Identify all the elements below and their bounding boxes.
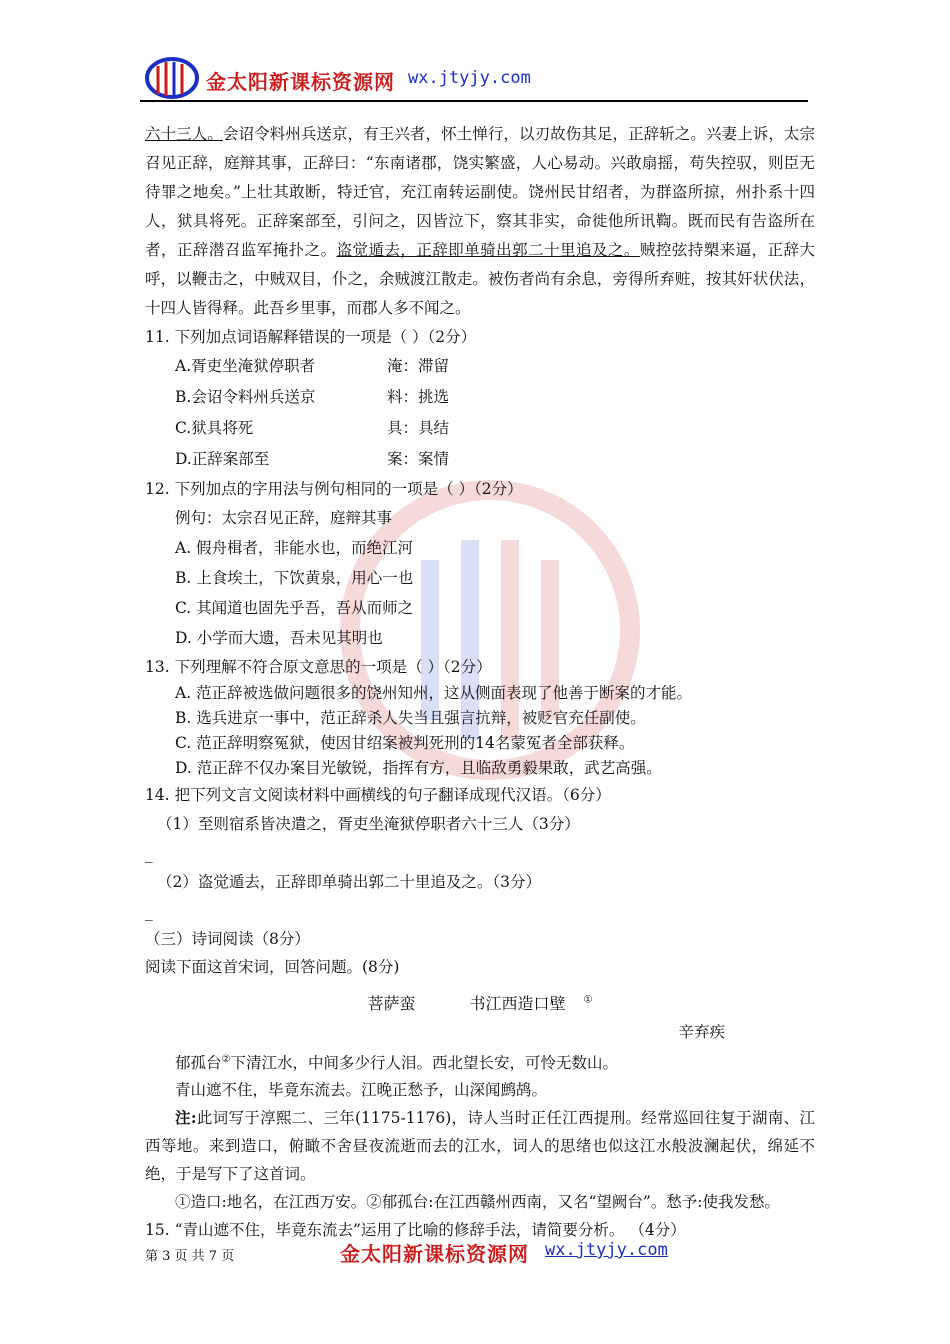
footer-brand: 金太阳新课标资源网 [340,1242,529,1266]
underlined-sentence-1: 六十三人。 [145,125,223,143]
q14-part-1: （1）至则宿系皆决遣之，胥吏坐淹狱停职者六十三人（3分） [157,815,580,833]
poem-title: 菩萨蛮 书江西造口壁 ① [367,994,593,1014]
q14-answer-line-1[interactable]: _ [145,845,153,863]
poem-line-1: 郁孤台②下清江水，中间多少行人泪。西北望长安，可怜无数山。 [175,1054,618,1073]
underlined-sentence-2: 盗觉遁去，正辞即单骑出郭二十里追及之。 [336,241,640,259]
q11-option-a: A.胥吏坐淹狱停职者 淹：滞留 [175,357,450,375]
q11-option-b: B.会诏令料州兵送京 料：挑选 [175,388,450,406]
poem-author: 辛弃疾 [678,1023,725,1042]
question-15-stem: 15. “青山遮不住，毕竟东流去”运用了比喻的修辞手法，请简要分析。 （4分） [145,1221,686,1240]
q12-option-a: A. 假舟楫者，非能水也，而绝江河 [175,539,414,557]
q13-option-c: C. 范正辞明察冤狱，使因甘绍案被判死刑的14名蒙冤者全部获释。 [175,734,635,752]
poetry-instruction: 阅读下面这首宋词，回答问题。(8分) [145,958,400,976]
passage-text: 会诏令料州兵送京，有王兴者，怀土惮行，以刃故伤其足，正辞斩之。兴妻上诉，太宗召见正辞，庭辩其事，正辞曰：“东南诸郡，饶实繁盛，人心易动。兴敢扇摇，苟失控驭，则臣无待罪之地矣。”上壮其敢断，特迁官，充江南转运副使。饶州民甘绍者，为群盗所掠，州扑系十四人，狱具将死。正辞案部至，引问之，囚皆泣下，察其非实，命徙他所讯鞫。既而民有告盗所在者，正辞潜召监军掩扑之。 [145,125,815,259]
logo-icon [144,56,200,100]
header-divider [140,100,808,102]
poem-note: 注:此词写于淳熙二、三年(1175-1176)，诗人当时正任江西提刑。经常巡回往复于湖南、江西等地。来到造口，俯瞰不舍昼夜流逝而去的江水，词人的思绪也似这江水般波澜起伏，绵延不绝，于是写下了这首词。 [145,1108,815,1184]
q12-option-b: B. 上食埃土，下饮黄泉，用心一也 [175,569,414,587]
q13-option-a: A. 范正辞被选做问题很多的饶州知州，这从侧面表现了他善于断案的才能。 [175,684,693,702]
document-content [145,120,815,1244]
passage-paragraph [145,120,815,323]
poem-line-2: 青山遮不住，毕竟东流去。江晚正愁予，山深闻鹧鸪。 [175,1081,548,1100]
q12-option-c: C. 其闻道也固先乎吾，吾从而师之 [175,599,414,617]
q13-option-b: B. 选兵进京一事中，范正辞杀人失当且强言抗辩，被贬官充任副使。 [175,709,646,727]
q11-option-d: D.正辞案部至 案：案情 [175,450,450,468]
q12-option-d: D. 小学而大遗，吾未见其明也 [175,629,383,647]
poetry-section-heading: （三）诗词阅读（8分） [145,930,310,948]
q11-option-c: C.狱具将死 具：具结 [175,419,450,437]
q14-answer-line-2[interactable]: _ [145,903,153,921]
question-14-stem: 14. 把下列文言文阅读材料中画横线的句子翻译成现代汉语。（6分） [145,786,611,804]
q13-option-d: D. 范正辞不仅办案目光敏锐，指挥有方，且临敌勇毅果敢，武艺高强。 [175,759,662,777]
poem-footnote: ①造口:地名，在江西万安。②郁孤台:在江西赣州西南，又名“望阙台”。愁予:使我发愁。 [175,1193,781,1212]
page-number: 第 3 页 共 7 页 [145,1249,235,1264]
header-site-link[interactable]: wx.jtyjy.com [408,68,531,88]
question-12-stem: 12. 下列加点的字用法与例句相同的一项是（ ）（2分） [145,480,523,498]
footer-site-link[interactable]: wx.jtyjy.com [545,1240,668,1260]
q12-example: 例句：太宗召见正辞，庭辩其事 [175,509,393,527]
header-brand: 金太阳新课标资源网 [206,70,395,94]
page-header [140,56,810,100]
question-13-stem: 13. 下列理解不符合原文意思的一项是（ ）（2分） [145,658,492,676]
question-11-stem: 11. 下列加点词语解释错误的一项是（ ）（2分） [145,328,477,346]
passage-text-end: 贼控弦持槊来逼，正辞大呼，以鞭击之，中贼双目，仆之，余贼渡江散走。被伤者尚有余息，旁得所弃赃，按其奸状伏法，十四人皆得释。此吾乡里事，而郡人多不闻之。 [145,241,815,317]
q14-part-2: （2）盗觉遁去，正辞即单骑出郭二十里追及之。（3分） [157,873,541,891]
